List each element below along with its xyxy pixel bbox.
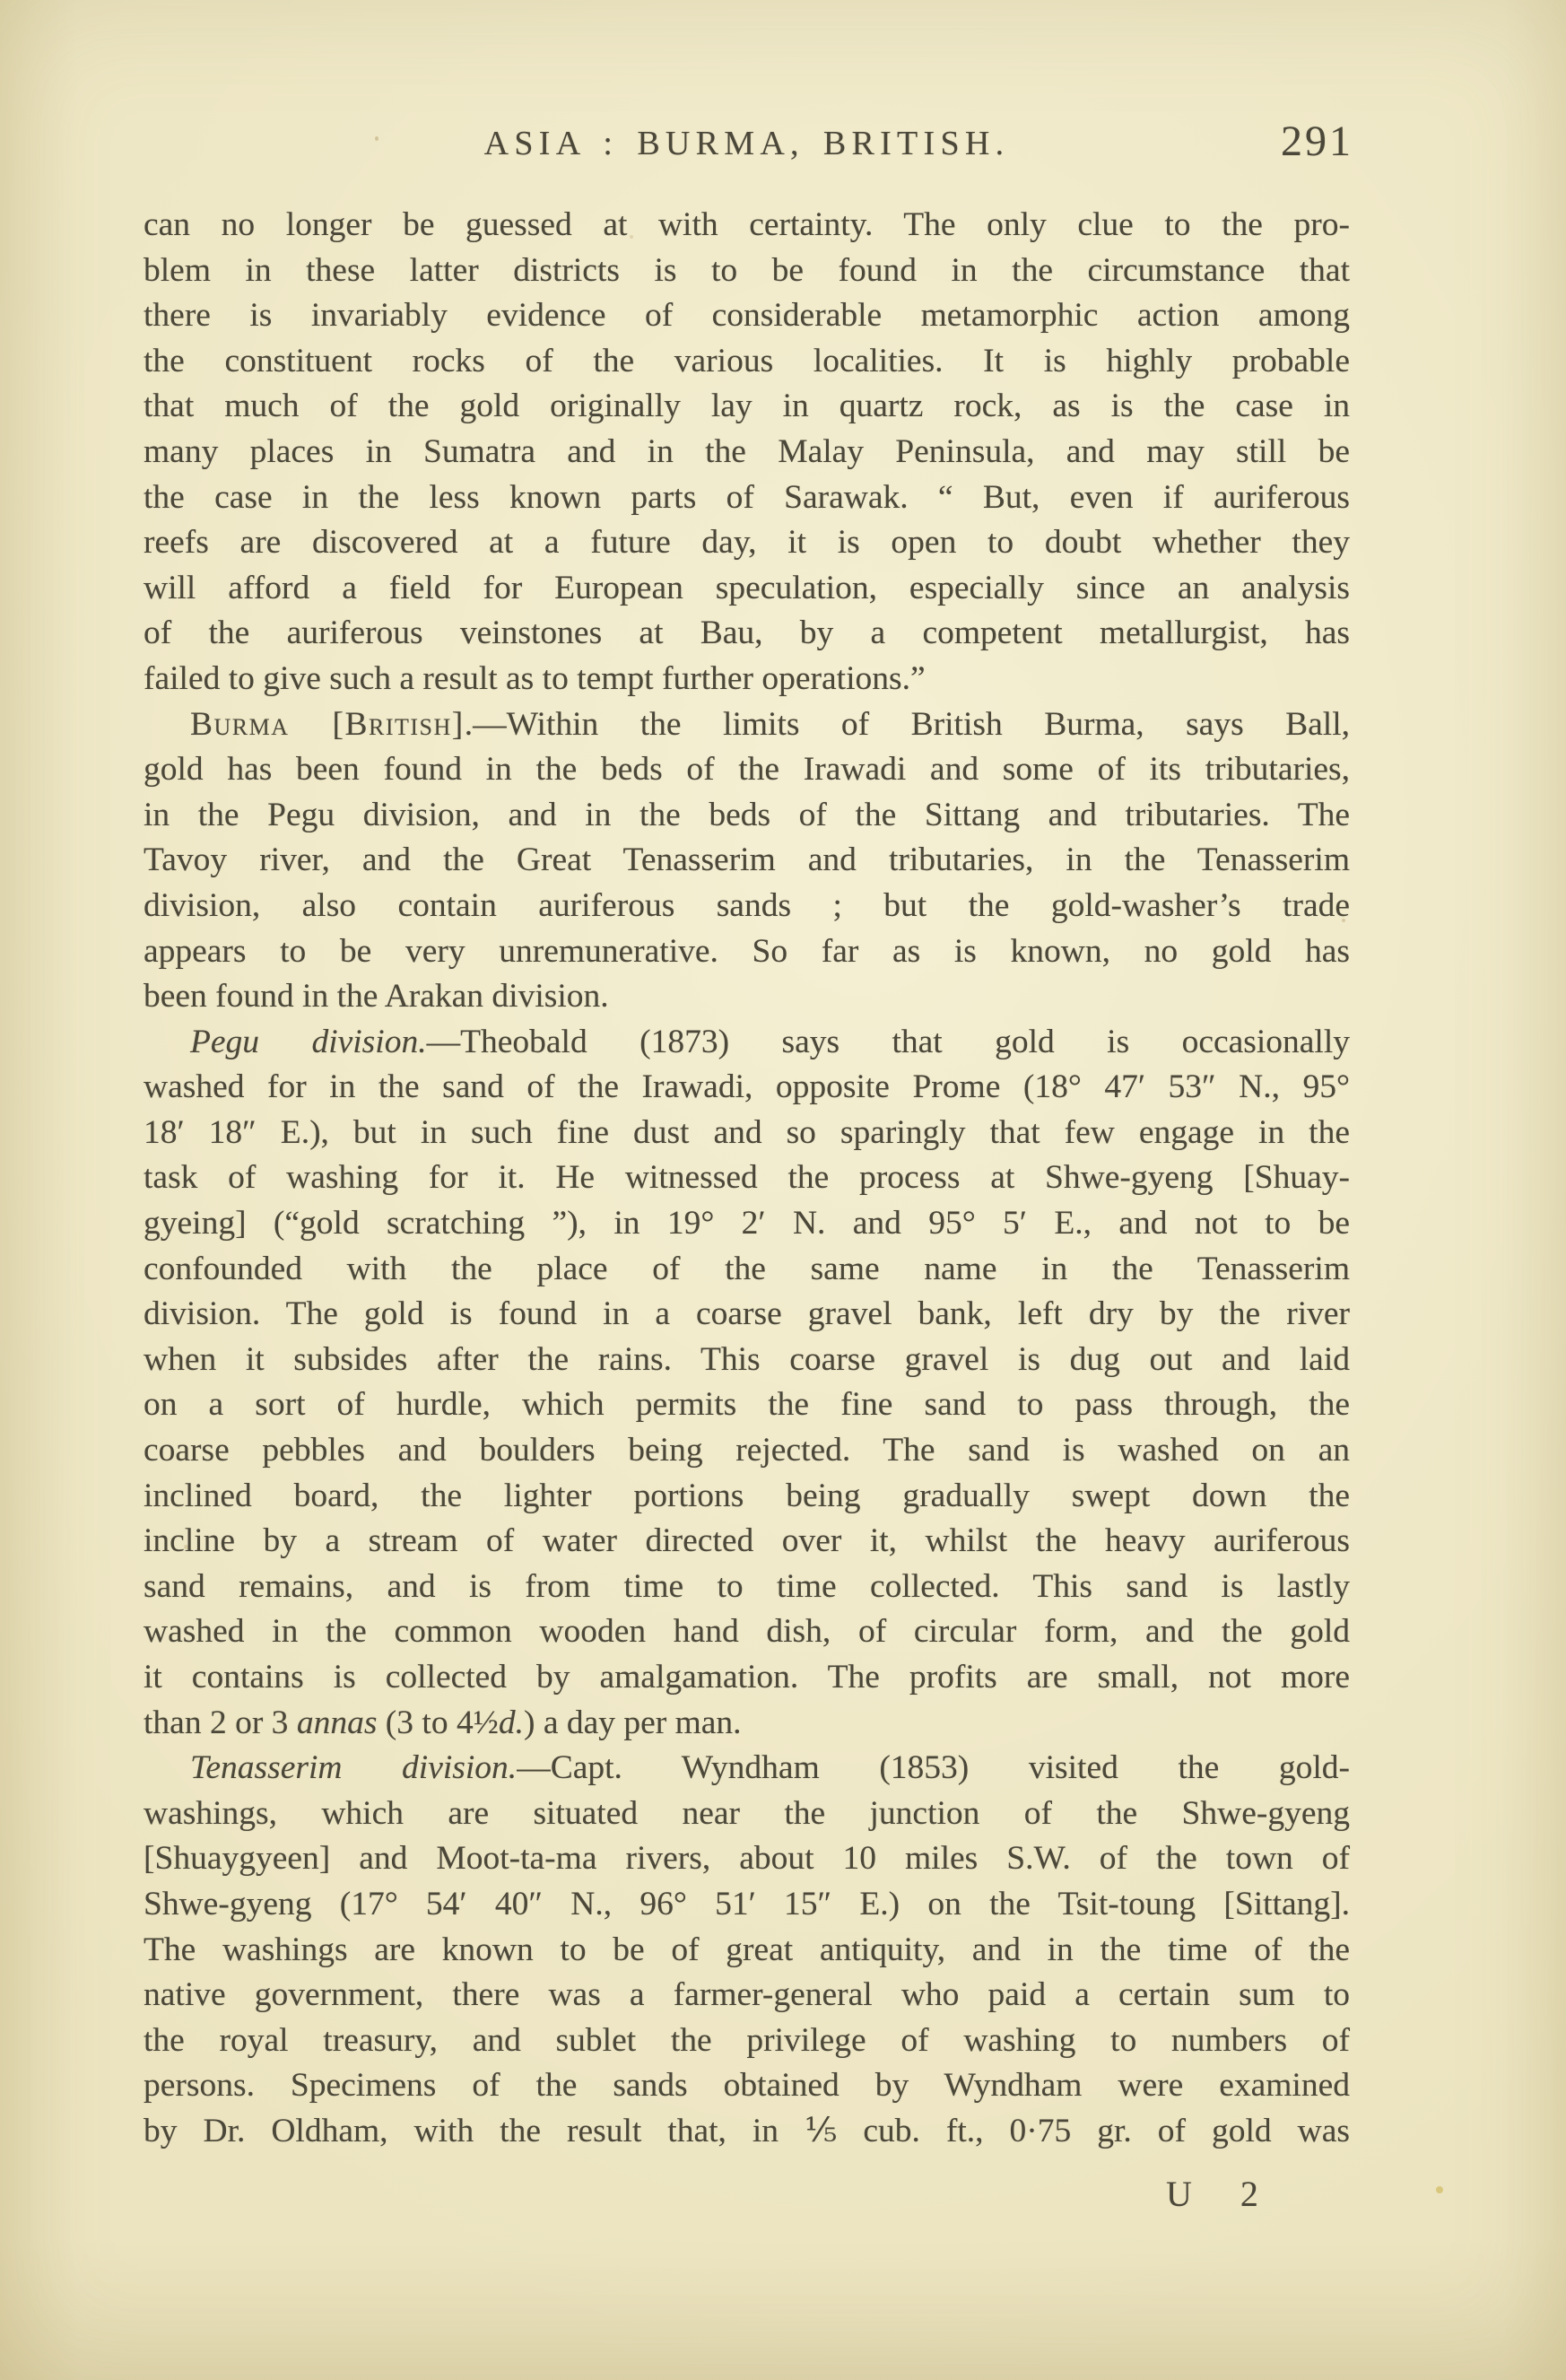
text-line <box>144 1928 1350 1974</box>
text-segment-normal: by Dr. Oldham, with the result that, in ⅕ cub. ft., 0·75 gr. of gold was <box>144 2112 1350 2149</box>
text-segment-normal: division. The gold is found in a coarse gravel bank, left dry by the river <box>144 1295 1350 1333</box>
text-line <box>144 974 1350 1020</box>
text-segment-normal: failed to give such a result as to tempt further operations.” <box>144 659 926 697</box>
text-segment-normal: washings, which are situated near the junction of the Shwe-gyeng <box>144 1794 1350 1832</box>
text-segment-normal: the case in the less known parts of Sarawak. “ But, even if auriferous <box>144 478 1350 516</box>
text-line <box>144 1701 1350 1747</box>
text-segment-normal: reefs are discovered at a future day, it is open to doubt whether they <box>144 524 1350 562</box>
text-segment-normal: The washings are known to be of great antiquity, and in the time of the <box>144 1931 1350 1968</box>
text-segment-normal: there is invariably evidence of considerable metamorphic action among <box>144 297 1350 335</box>
text-line <box>144 1338 1350 1383</box>
paper-speck <box>1342 919 1345 922</box>
text-segment-normal: of the auriferous veinstones at Bau, by a competent metallurgist, has <box>144 615 1350 652</box>
text-segment-normal: —Capt. Wyndham (1853) visited the gold- <box>517 1749 1350 1787</box>
text-segment-normal: native government, there was a farmer-general who paid a certain sum to <box>144 1976 1350 2014</box>
text-line <box>144 2018 1350 2064</box>
text-line <box>144 657 1350 702</box>
text-segment-normal: can no longer be guessed at with certainty. The only clue to the pro- <box>144 206 1350 243</box>
text-segment-normal: when it subsides after the rains. This coarse gravel is dug out and laid <box>144 1340 1350 1378</box>
text-line <box>144 611 1350 657</box>
text-segment-normal: (3 to 4½ <box>377 1704 499 1741</box>
text-segment-normal: inclined board, the lighter portions being gradually swept down the <box>144 1477 1350 1514</box>
text-line <box>144 475 1350 521</box>
text-segment-italic: d. <box>498 1704 524 1741</box>
text-line <box>144 1155 1350 1201</box>
text-segment-normal: 18′ 18″ E.), but in such fine dust and so sparingly that few engage in the <box>144 1113 1350 1151</box>
text-segment-italic: Pegu division. <box>190 1023 427 1060</box>
text-segment-normal: incline by a stream of water directed over it, whilst the heavy auriferous <box>144 1522 1350 1560</box>
text-segment-normal: sand remains, and is from time to time collected. This sand is lastly <box>144 1567 1350 1605</box>
text-line <box>144 1836 1350 1882</box>
text-line <box>144 838 1350 884</box>
signature-mark: U 2 <box>1166 2174 1278 2214</box>
text-line <box>144 1655 1350 1701</box>
text-segment-smallcaps: Burma [British] <box>190 705 465 743</box>
paper-speck <box>1436 2186 1443 2193</box>
text-segment-normal: than 2 or 3 <box>144 1704 297 1741</box>
text-line <box>144 1792 1350 1837</box>
text-line <box>144 793 1350 839</box>
running-title: ASIA : BURMA, BRITISH. <box>483 125 1010 162</box>
text-segment-normal: division, also contain auriferous sands ; but the gold-washer’s trade <box>144 886 1350 924</box>
text-line <box>144 430 1350 475</box>
text-segment-normal: blem in these latter districts is to be found in the circumstance that <box>144 251 1350 289</box>
text-segment-normal: —Theobald (1873) says that gold is occasionally <box>426 1023 1350 1060</box>
text-segment-normal: will afford a field for European speculation, especially since an analysis <box>144 569 1350 606</box>
text-segment-normal: in the Pegu division, and in the beds of the Sittang and tributaries. The <box>144 796 1350 833</box>
text-segment-italic: Tenasserim division. <box>190 1749 518 1787</box>
text-line <box>144 248 1350 294</box>
text-segment-normal: task of washing for it. He witnessed the process at Shwe-gyeng [Shuay- <box>144 1159 1350 1197</box>
text-line <box>144 293 1350 339</box>
text-segment-normal: persons. Specimens of the sands obtained by Wyndham were examined <box>144 2067 1350 2105</box>
text-segment-normal: washed for in the sand of the Irawadi, opposite Prome (18° 47′ 53″ N., 95° <box>144 1068 1350 1106</box>
text-line <box>144 1065 1350 1111</box>
text-line <box>144 339 1350 385</box>
text-line <box>144 384 1350 430</box>
text-line <box>144 1382 1350 1428</box>
text-line <box>144 1609 1350 1655</box>
paper-speck <box>630 235 633 239</box>
text-line <box>144 1474 1350 1520</box>
text-segment-normal: been found in the Arakan division. <box>144 978 609 1016</box>
page-header <box>144 118 1353 174</box>
text-line <box>144 520 1350 566</box>
text-segment-normal: confounded with the place of the same name in the Tenasserim <box>144 1250 1350 1287</box>
text-segment-normal: it contains is collected by amalgamation. The profits are small, not more <box>144 1659 1350 1696</box>
paper-speck <box>375 136 378 141</box>
body-text <box>144 203 1350 2155</box>
text-line <box>144 1746 1350 1792</box>
text-segment-normal: appears to be very unremunerative. So far as is known, no gold has <box>144 932 1350 970</box>
text-line <box>144 1519 1350 1565</box>
text-segment-normal: gold has been found in the beds of the Irawadi and some of its tributaries, <box>144 751 1350 789</box>
text-segment-normal: gyeing] (“gold scratching ”), in 19° 2′ N. and 95° 5′ E., and not to be <box>144 1205 1350 1242</box>
text-line <box>144 884 1350 929</box>
text-segment-normal: coarse pebbles and boulders being rejected. The sand is washed on an <box>144 1432 1350 1469</box>
text-line <box>144 1111 1350 1156</box>
text-segment-italic: annas <box>296 1704 378 1741</box>
text-segment-normal: the constituent rocks of the various localities. It is highly probable <box>144 342 1350 379</box>
text-segment-normal: Tavoy river, and the Great Tenasserim and tributaries, in the Tenasserim <box>144 841 1350 879</box>
paper-speck <box>184 1545 188 1549</box>
text-line <box>144 702 1350 748</box>
text-segment-normal: .—Within the limits of British Burma, says Ball, <box>464 705 1351 743</box>
text-segment-normal: washed in the common wooden hand dish, of circular form, and the gold <box>144 1613 1350 1651</box>
text-segment-normal: many places in Sumatra and in the Malay Peninsula, and may still be <box>144 432 1350 470</box>
text-line <box>144 1428 1350 1474</box>
text-line <box>144 747 1350 793</box>
text-segment-normal: Shwe-gyeng (17° 54′ 40″ N., 96° 51′ 15″ E.) on the Tsit-toung [Sittang]. <box>144 1885 1350 1922</box>
text-segment-normal: [Shuaygyeen] and Moot-ta-ma rivers, about 10 miles S.W. of the town of <box>144 1840 1350 1878</box>
text-line <box>144 1565 1350 1610</box>
text-segment-normal: on a sort of hurdle, which permits the fine sand to pass through, the <box>144 1386 1350 1424</box>
text-line <box>144 566 1350 612</box>
text-line <box>144 1973 1350 2018</box>
text-line <box>144 929 1350 975</box>
text-line <box>144 1882 1350 1928</box>
text-line <box>144 1201 1350 1247</box>
text-segment-normal: that much of the gold originally lay in quartz rock, as is the case in <box>144 388 1350 425</box>
text-line <box>144 2063 1350 2109</box>
text-line <box>144 2109 1350 2155</box>
text-segment-normal: ) a day per man. <box>523 1704 742 1741</box>
page-number: 291 <box>1281 118 1353 165</box>
text-line <box>144 1292 1350 1338</box>
text-line <box>144 1247 1350 1293</box>
text-line <box>144 203 1350 248</box>
text-segment-normal: the royal treasury, and sublet the privilege of washing to numbers of <box>144 2021 1350 2059</box>
text-line <box>144 1020 1350 1066</box>
